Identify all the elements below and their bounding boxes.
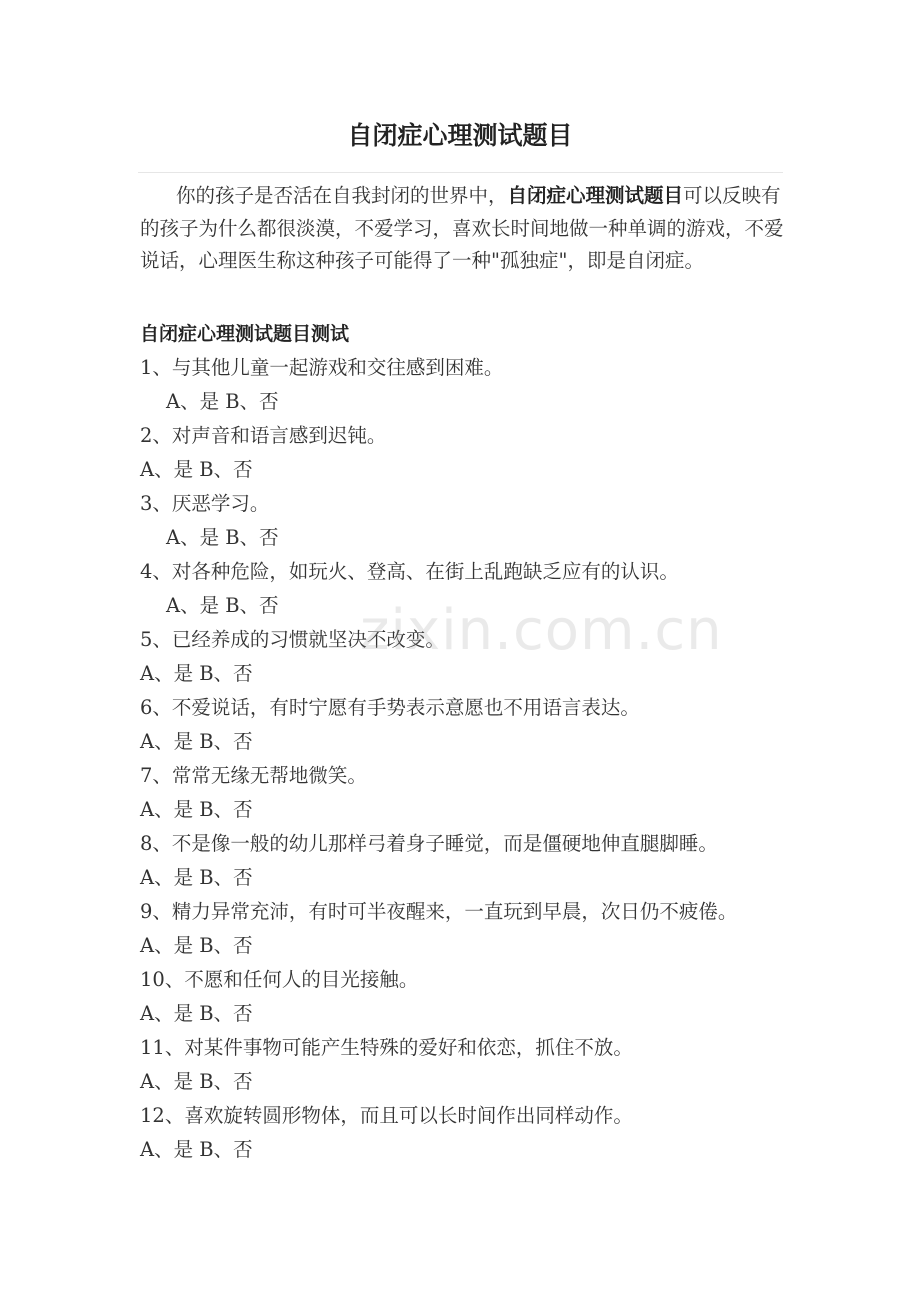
intro-bold-keyword: 自闭症心理测试题目	[507, 184, 684, 207]
question-6: 6、不爱说话，有时宁愿有手势表示意愿也不用语言表达。	[140, 696, 640, 719]
intro-text-start: 你的孩子是否活在自我封闭的世界中，	[176, 184, 508, 207]
intro-paragraph	[140, 180, 784, 278]
intro-text-end: 可以反映有的孩子为什么都很淡漠，不爱学习，喜欢长时间地做一种单调的游戏，不爱说话，心理医生称这种孩子可能得了一种"孤独症"，即是自闭症。	[140, 184, 784, 272]
question-9: 9、精力异常充沛，有时可半夜醒来，一直玩到早晨，次日仍不疲倦。	[140, 900, 738, 923]
answer-options-7: A、是 B、否	[140, 798, 253, 821]
answer-options-3: A、是 B、否	[166, 526, 279, 549]
answer-options-9: A、是 B、否	[140, 934, 253, 957]
question-12: 12、喜欢旋转圆形物体，而且可以长时间作出同样动作。	[140, 1104, 633, 1127]
question-1: 1、与其他儿童一起游戏和交往感到困难。	[140, 356, 504, 379]
section-heading: 自闭症心理测试题目测试	[140, 323, 350, 345]
answer-options-2: A、是 B、否	[140, 458, 253, 481]
question-3: 3、厌恶学习。	[140, 492, 270, 515]
answer-options-4: A、是 B、否	[166, 594, 279, 617]
watermark: zixin.com.cn	[360, 598, 723, 663]
question-5: 5、已经养成的习惯就坚决不改变。	[140, 628, 445, 651]
answer-options-10: A、是 B、否	[140, 1002, 253, 1025]
question-10: 10、不愿和任何人的目光接触。	[140, 968, 419, 991]
answer-options-5: A、是 B、否	[140, 662, 253, 685]
answer-options-6: A、是 B、否	[140, 730, 253, 753]
answer-options-11: A、是 B、否	[140, 1070, 253, 1093]
answer-options-8: A、是 B、否	[140, 866, 253, 889]
question-8: 8、不是像一般的幼儿那样弓着身子睡觉，而是僵硬地伸直腿脚睡。	[140, 832, 718, 855]
answer-options-12: A、是 B、否	[140, 1138, 253, 1161]
question-4: 4、对各种危险，如玩火、登高、在街上乱跑缺乏应有的认识。	[140, 560, 679, 583]
question-7: 7、常常无缘无帮地微笑。	[140, 764, 367, 787]
document-title: 自闭症心理测试题目	[347, 121, 573, 150]
question-2: 2、对声音和语言感到迟钝。	[140, 424, 387, 447]
answer-options-1: A、是 B、否	[166, 390, 279, 413]
question-11: 11、对某件事物可能产生特殊的爱好和依恋，抓住不放。	[140, 1036, 633, 1059]
title-divider	[138, 172, 783, 173]
